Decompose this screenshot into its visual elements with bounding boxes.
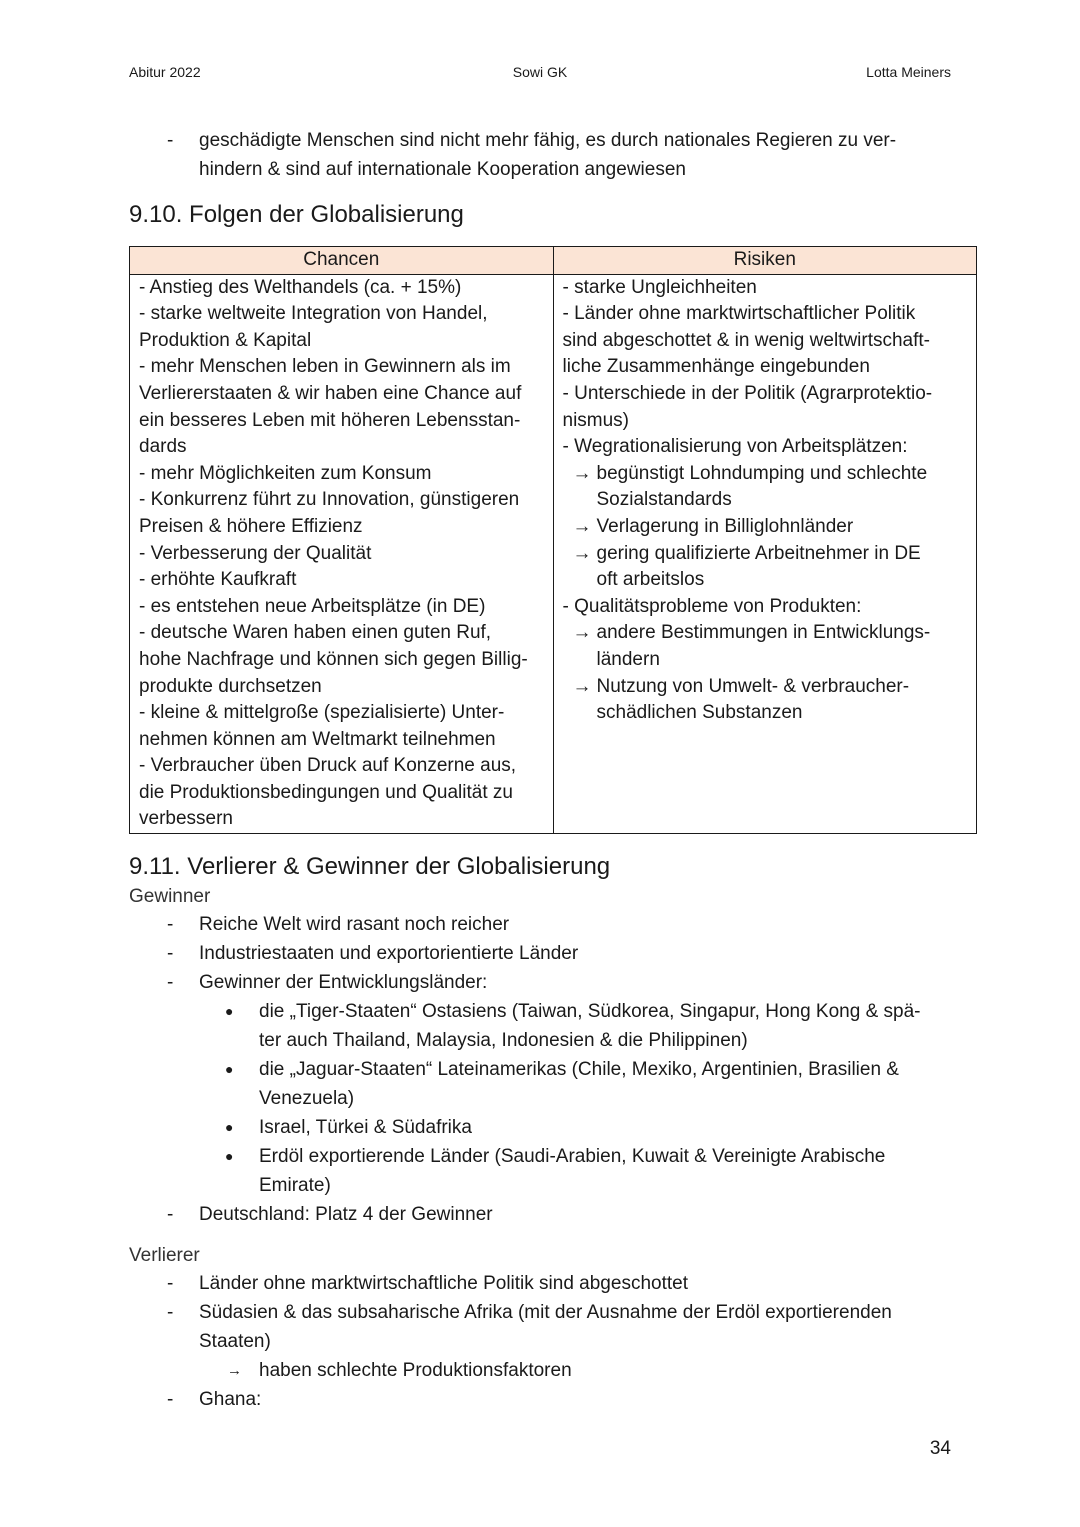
arrow-note bbox=[129, 1356, 977, 1385]
intro-line: geschädigte Menschen sind nicht mehr fähig, es durch nationales Regieren zu ver- bbox=[199, 130, 897, 151]
bullet-item bbox=[129, 1113, 977, 1142]
chancen-line: - es entstehen neue Arbeitsplätze (in DE) bbox=[139, 595, 486, 617]
intro-item bbox=[129, 126, 977, 184]
arrow-right-icon: → bbox=[572, 462, 592, 484]
risiken-line: Sozialstandards bbox=[596, 489, 732, 511]
verlierer-item: - Länder ohne marktwirtschaftliche Politik sind abgeschottet bbox=[129, 1269, 977, 1298]
chancen-line: Verliererstaaten & wir haben eine Chance auf bbox=[139, 382, 522, 404]
bullet-item bbox=[129, 1142, 977, 1200]
risiken-line: nismus) bbox=[562, 409, 630, 431]
intro-line: hindern & sind auf internationale Kooperation angewiesen bbox=[199, 159, 686, 180]
risiken-line: - Qualitätsprobleme von Produkten: bbox=[562, 595, 862, 617]
bullet-line: die „Tiger-Staaten“ Ostasiens (Taiwan, Südkorea, Singapur, Hong Kong & spä- bbox=[259, 1001, 921, 1023]
risiken-cell bbox=[553, 274, 977, 833]
chancen-line: - erhöhte Kaufkraft bbox=[139, 569, 297, 591]
risiken-line: - Länder ohne marktwirtschaftlicher Politik bbox=[562, 303, 916, 325]
risiken-line: liche Zusammenhänge eingebunden bbox=[562, 356, 870, 378]
gewinner-item: - Reiche Welt wird rasant noch reicher bbox=[129, 910, 977, 939]
bullet-line: ter auch Thailand, Malaysia, Indonesien & die Philippinen) bbox=[259, 1030, 748, 1052]
verlierer-label: Verlierer bbox=[129, 1245, 200, 1267]
chancen-line: - mehr Möglichkeiten zum Konsum bbox=[139, 462, 432, 484]
header-left: Abitur 2022 bbox=[129, 64, 201, 80]
arrow-right-icon: → bbox=[572, 515, 592, 537]
chancen-line: - Konkurrenz führt zu Innovation, günstigeren bbox=[139, 489, 520, 511]
chancen-cell bbox=[130, 274, 554, 833]
globalisation-table bbox=[129, 246, 977, 834]
chancen-line: verbessern bbox=[139, 808, 233, 830]
gewinner-item: - Gewinner der Entwicklungsländer: bbox=[129, 968, 977, 997]
header-center: Sowi GK bbox=[512, 64, 568, 80]
risiken-line: schädlichen Substanzen bbox=[596, 702, 803, 724]
risiken-line: oft arbeitslos bbox=[596, 569, 705, 591]
verlierer-item bbox=[129, 1298, 977, 1356]
chancen-line: - starke weltweite Integration von Handel, bbox=[139, 303, 488, 325]
bullet-item bbox=[129, 1055, 977, 1113]
page-header bbox=[129, 64, 951, 86]
chancen-line: - mehr Menschen leben in Gewinnern als im bbox=[139, 356, 511, 378]
risiken-line: - Unterschiede in der Politik (Agrarprotektio- bbox=[562, 382, 933, 404]
risiken-line-text: andere Bestimmungen in Entwicklungs- bbox=[596, 622, 931, 644]
chancen-line: hohe Nachfrage und können sich gegen Billig- bbox=[139, 648, 528, 670]
risiken-arrow-line bbox=[563, 541, 969, 568]
chancen-line: - deutsche Waren haben einen guten Ruf, bbox=[139, 622, 492, 644]
chancen-line: Produktion & Kapital bbox=[139, 329, 312, 351]
section-title-911: 9.11. Verlierer & Gewinner der Globalisierung bbox=[129, 853, 611, 881]
risiken-line-text: Nutzung von Umwelt- & verbraucher- bbox=[596, 675, 910, 697]
risiken-line: ländern bbox=[596, 648, 660, 670]
page-content bbox=[129, 126, 977, 1414]
chancen-line: - Verbraucher üben Druck auf Konzerne aus, bbox=[139, 755, 517, 777]
chancen-line: die Produktionsbedingungen und Qualität zu bbox=[139, 781, 513, 803]
chancen-line: - kleine & mittelgroße (spezialisierte) Unter- bbox=[139, 702, 505, 724]
chancen-line: - Anstieg des Welthandels (ca. + 15%) bbox=[139, 276, 462, 298]
risiken-line: sind abgeschottet & in wenig weltwirtschaft- bbox=[562, 329, 931, 351]
chancen-line: ein besseres Leben mit höheren Lebensstan- bbox=[139, 409, 521, 431]
risiken-line-text: gering qualifizierte Arbeitnehmer in DE bbox=[596, 542, 921, 564]
verlierer-line: Südasien & das subsaharische Afrika (mit der Ausnahme der Erdöl exportierenden bbox=[199, 1302, 892, 1324]
arrow-right-icon: → bbox=[227, 1362, 242, 1380]
chancen-line: - Verbesserung der Qualität bbox=[139, 542, 372, 564]
chancen-line: dards bbox=[139, 436, 187, 458]
risiken-line: - starke Ungleichheiten bbox=[562, 276, 757, 298]
risiken-arrow-line bbox=[563, 674, 969, 701]
risiken-line-text: Verlagerung in Billiglohnländer bbox=[596, 515, 854, 537]
verlierer-item: - Ghana: bbox=[129, 1385, 977, 1414]
bullet-item bbox=[129, 997, 977, 1055]
risiken-header: Risiken bbox=[553, 247, 977, 275]
bullet-line: Venezuela) bbox=[259, 1088, 355, 1110]
bullet-line: die „Jaguar-Staaten“ Lateinamerikas (Chile, Mexiko, Argentinien, Brasilien & bbox=[259, 1059, 899, 1081]
spacer bbox=[129, 1229, 977, 1243]
arrow-note-text: haben schlechte Produktionsfaktoren bbox=[259, 1360, 572, 1382]
bullet-line: Israel, Türkei & Südafrika bbox=[259, 1117, 472, 1139]
section-title-910: 9.10. Folgen der Globalisierung bbox=[129, 201, 464, 228]
gewinner-item: - Deutschland: Platz 4 der Gewinner bbox=[129, 1200, 977, 1229]
chancen-header: Chancen bbox=[130, 247, 554, 275]
gewinner-label: Gewinner bbox=[129, 886, 211, 908]
header-right: Lotta Meiners bbox=[866, 64, 951, 80]
arrow-right-icon: → bbox=[572, 622, 592, 644]
risiken-arrow-line bbox=[563, 620, 969, 647]
verlierer-line: Staaten) bbox=[199, 1331, 271, 1353]
bullet-line: Emirate) bbox=[259, 1175, 331, 1197]
chancen-line: Preisen & höhere Effizienz bbox=[139, 515, 363, 537]
risiken-line: - Wegrationalisierung von Arbeitsplätzen: bbox=[562, 436, 908, 458]
bullet-line: Erdöl exportierende Länder (Saudi-Arabien, Kuwait & Vereinigte Arabische bbox=[259, 1146, 886, 1168]
arrow-right-icon: → bbox=[572, 542, 592, 564]
risiken-line-text: begünstigt Lohndumping und schlechte bbox=[596, 462, 928, 484]
page-number: 34 bbox=[929, 1438, 951, 1459]
chancen-line: produkte durchsetzen bbox=[139, 675, 322, 697]
chancen-line: nehmen können am Weltmarkt teilnehmen bbox=[139, 728, 496, 750]
arrow-right-icon: → bbox=[572, 675, 592, 697]
risiken-arrow-line bbox=[563, 461, 969, 488]
risiken-arrow-line bbox=[563, 514, 969, 541]
gewinner-item: - Industriestaaten und exportorientierte Länder bbox=[129, 939, 977, 968]
